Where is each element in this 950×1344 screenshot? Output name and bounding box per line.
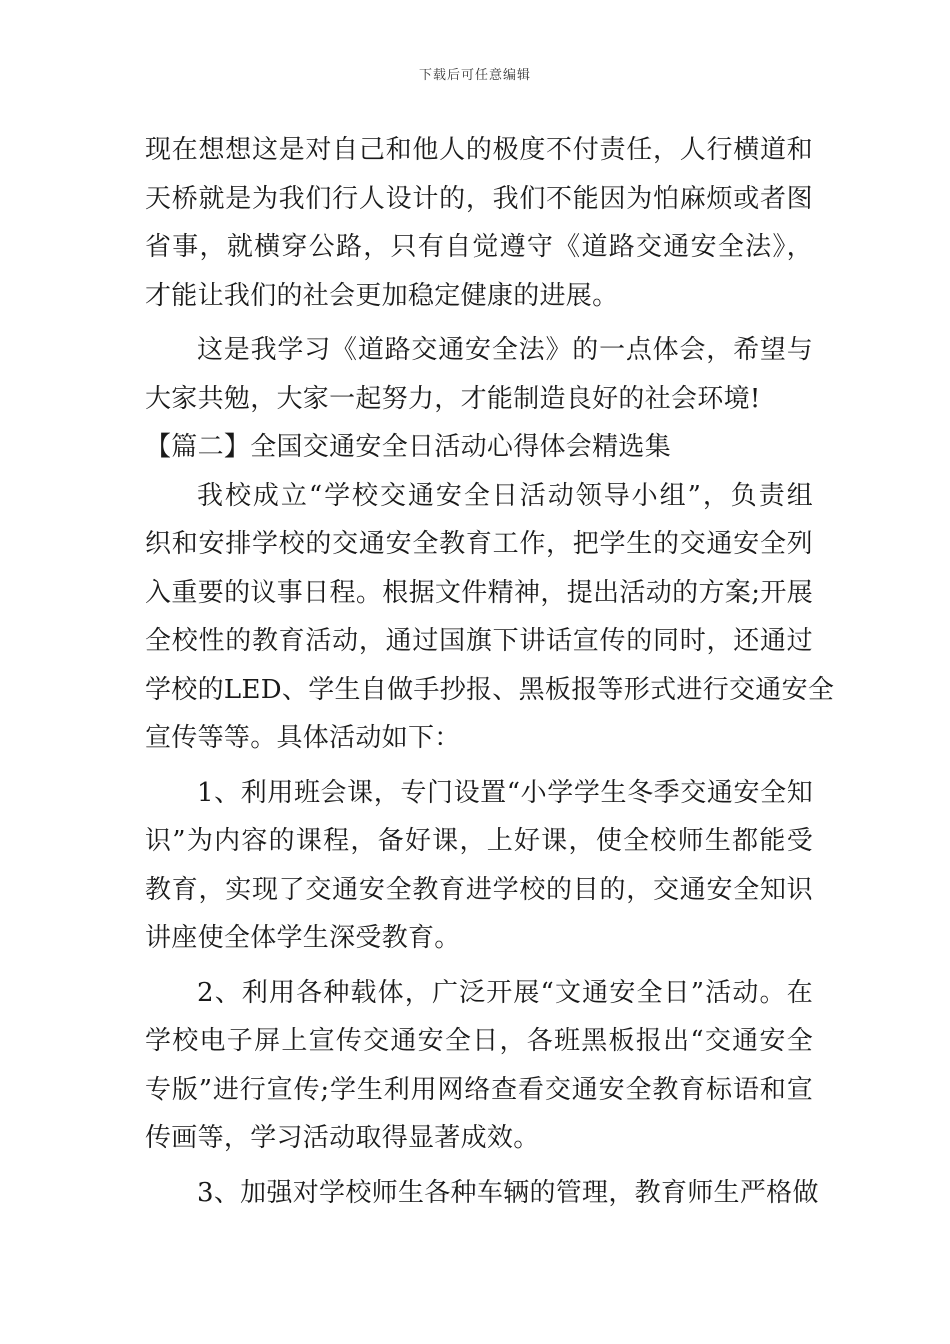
text-line: 入重要的议事日程。根据文件精神，提出活动的方案;开展 [145, 577, 813, 608]
text-line: 天桥就是为我们行人设计的，我们不能因为怕麻烦或者图 [145, 183, 813, 214]
text-line: 我校成立“学校交通安全日活动领导小组”，负责组 [197, 480, 813, 511]
text-line: 讲座使全体学生深受教育。 [145, 923, 461, 953]
section-heading [145, 423, 813, 472]
text-line: 这是我学习《道路交通安全法》的一点体会，希望与 [197, 335, 813, 365]
paragraph [145, 326, 813, 423]
text-line: 1、利用班会课，专门设置“小学学生冬季交通安全知 [197, 777, 813, 808]
paragraph [145, 969, 813, 1163]
text-line: 学校电子屏上宣传交通安全日，各班黑板报出“交通安全 [145, 1026, 813, 1056]
text-line: 现在想想这是对自己和他人的极度不付责任，人行横道和 [145, 135, 813, 165]
text-line: 专版”进行宣传;学生利用网络查看交通安全教育标语和宣 [145, 1074, 813, 1105]
document-body [145, 126, 835, 1217]
text-line: 3、加强对学校师生各种车辆的管理，教育师生严格做 [197, 1177, 819, 1208]
paragraph [145, 769, 813, 963]
text-line: 宣传等等。具体活动如下： [145, 723, 461, 753]
text-line: 2、利用各种载体，广泛开展“文通安全日”活动。在 [197, 977, 813, 1008]
text-line: 学校的LED、学生自做手抄报、黑板报等形式进行交通安全 [145, 674, 835, 705]
text-line: 大家共勉，大家一起努力，才能制造良好的社会环境! [145, 383, 761, 414]
text-line: 全校性的教育活动，通过国旗下讲话宣传的同时，还通过 [145, 626, 813, 656]
page-header-note: 下载后可任意编辑 [418, 68, 531, 83]
section-title: 【篇二】全国交通安全日活动心得体会精选集 [145, 432, 672, 462]
paragraph [145, 472, 835, 763]
text-line: 织和安排学校的交通安全教育工作，把学生的交通安全列 [145, 529, 813, 559]
text-line: 传画等，学习活动取得显著成效。 [145, 1123, 540, 1153]
text-line: 省事，就横穿公路，只有自觉遵守《道路交通安全法》， [145, 232, 813, 262]
paragraph [145, 1169, 819, 1218]
text-line: 才能让我们的社会更加稳定健康的进展。 [145, 280, 619, 311]
text-line: 识”为内容的课程，备好课，上好课，使全校师生都能受 [145, 826, 813, 856]
paragraph [145, 126, 813, 320]
text-line: 教育，实现了交通安全教育进学校的目的，交通安全知识 [145, 874, 813, 905]
